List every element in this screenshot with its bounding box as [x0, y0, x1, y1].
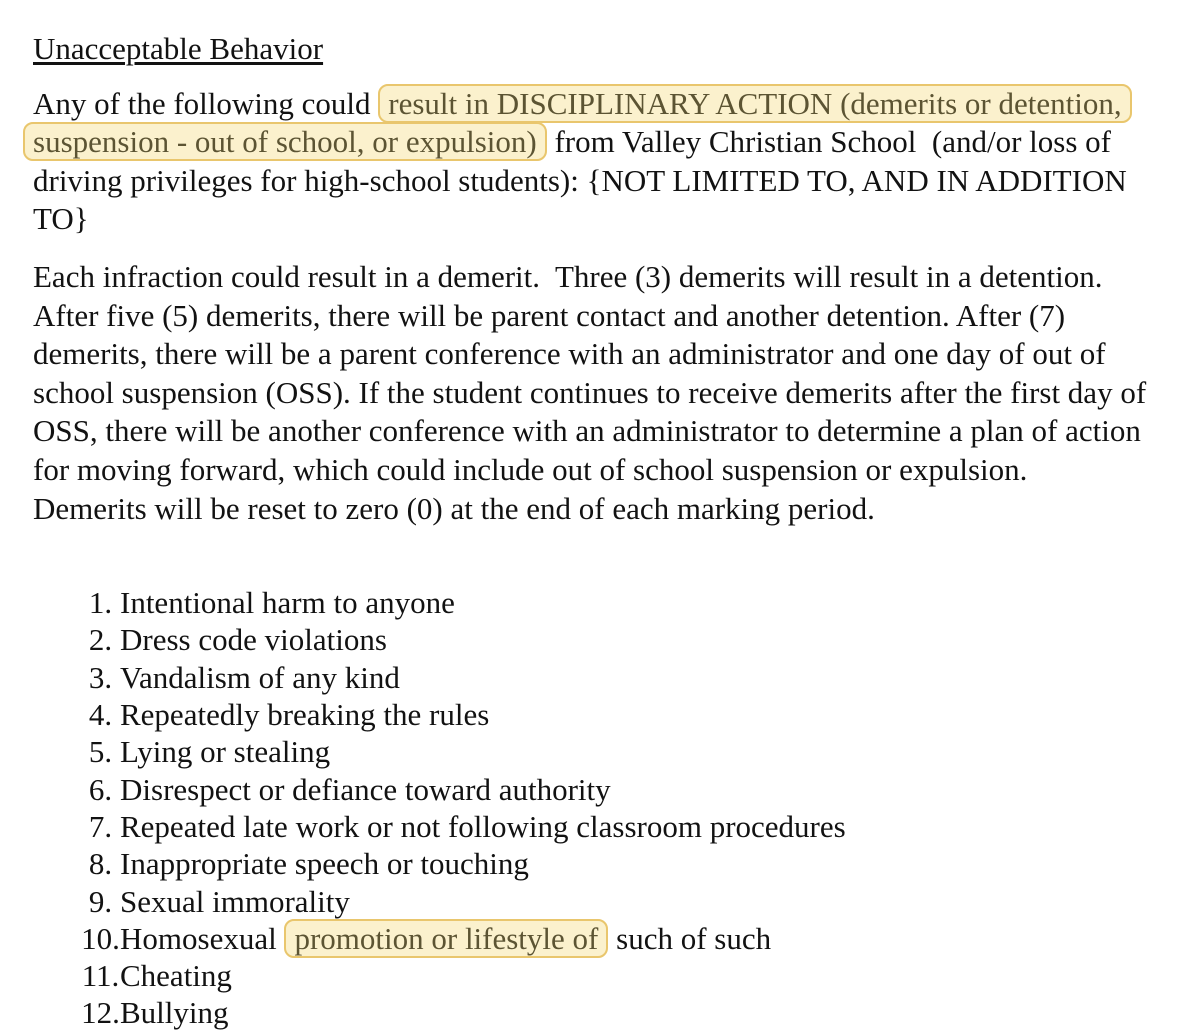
- text-line: [33, 297, 1177, 336]
- list-item: [81, 621, 1177, 658]
- text-line: [33, 258, 1177, 297]
- text-run: Cheating: [120, 958, 232, 994]
- text-run: After five (5) demerits, there will be parent contact and another detention. After (7): [33, 297, 1066, 333]
- text-line: [33, 412, 1177, 451]
- list-number: 11.: [81, 958, 120, 994]
- text-line: [33, 123, 1177, 162]
- text-run: Homosexual: [120, 920, 285, 956]
- list-item-text: [120, 659, 400, 696]
- list-item-text: [120, 584, 455, 621]
- list-item-text: [120, 845, 529, 882]
- text-line: [33, 335, 1177, 374]
- text-run: Demerits will be reset to zero (0) at the end of each marking period.: [33, 490, 875, 526]
- list-number: 1.: [88, 585, 113, 621]
- suggested-edit-highlight: suspension - out of school, or expulsion): [23, 122, 547, 161]
- list-item: [81, 696, 1177, 733]
- intro-paragraph: [33, 85, 1177, 239]
- suggested-edit-highlight: promotion or lifestyle of: [284, 919, 608, 958]
- list-item-text: [120, 994, 229, 1031]
- list-item-text: [120, 621, 387, 658]
- text-run: driving privileges for high-school students): {NOT LIMITED TO, AND IN ADDITION: [33, 162, 1127, 198]
- text-run: TO}: [33, 201, 89, 237]
- list-item: [81, 957, 1177, 994]
- list-number: 2.: [88, 622, 113, 658]
- list-item: [81, 659, 1177, 696]
- list-number: 9.: [88, 883, 113, 919]
- text-line: [33, 200, 1177, 239]
- text-run: such of such: [608, 920, 772, 956]
- list-item: [81, 994, 1177, 1031]
- list-number: 3.: [88, 659, 113, 695]
- list-item: [81, 920, 1177, 957]
- list-number: 6.: [88, 771, 113, 807]
- text-run: Intentional harm to anyone: [120, 585, 455, 621]
- text-line: [33, 374, 1177, 413]
- list-item: [81, 845, 1177, 882]
- text-run: Repeatedly breaking the rules: [120, 697, 490, 733]
- text-run: Vandalism of any kind: [120, 659, 400, 695]
- list-item-text: [120, 808, 846, 845]
- list-item-text: [120, 920, 771, 957]
- text-run: for moving forward, which could include out of school suspension or expulsion.: [33, 451, 1028, 487]
- list-item-text: [120, 957, 232, 994]
- text-run: Each infraction could result in a demerit. Three (3) demerits will result in a detention.: [33, 258, 1103, 294]
- list-item-text: [120, 883, 350, 920]
- text-run: Sexual immorality: [120, 883, 350, 919]
- text-line: [33, 451, 1177, 490]
- text-line: [33, 162, 1177, 201]
- text-run: demerits, there will be a parent conference with an administrator and one day of out of: [33, 336, 1106, 372]
- text-run: Any of the following could: [33, 85, 379, 121]
- text-run: from Valley Christian School (and/or loss of: [546, 124, 1111, 160]
- text-line: [33, 490, 1177, 529]
- list-item: [81, 584, 1177, 621]
- list-item-text: [120, 733, 330, 770]
- text-run: Inappropriate speech or touching: [120, 846, 529, 882]
- list-number: 5.: [88, 734, 113, 770]
- text-run: Bullying: [120, 995, 229, 1031]
- text-line: [33, 85, 1177, 124]
- text-run: OSS, there will be another conference with an administrator to determine a plan of action: [33, 413, 1141, 449]
- list-number: 12.: [81, 995, 120, 1031]
- text-run: Lying or stealing: [120, 734, 331, 770]
- infractions-list: [33, 584, 1177, 1032]
- list-number: 8.: [88, 846, 113, 882]
- text-run: school suspension (OSS). If the student continues to receive demerits after the first day of: [33, 374, 1147, 410]
- list-item: [81, 883, 1177, 920]
- list-number: 4.: [88, 697, 113, 733]
- list-item: [81, 733, 1177, 770]
- demerit-policy-paragraph: [33, 258, 1177, 528]
- list-number: 7.: [88, 808, 113, 844]
- list-item-text: [120, 696, 489, 733]
- list-item: [81, 771, 1177, 808]
- list-item-text: [120, 771, 611, 808]
- text-run: Repeated late work or not following classroom procedures: [120, 808, 846, 844]
- text-run: Dress code violations: [120, 622, 387, 658]
- text-run: Disrespect or defiance toward authority: [120, 771, 611, 807]
- list-item: [81, 808, 1177, 845]
- section-heading: Unacceptable Behavior: [33, 31, 324, 66]
- list-number: 10.: [81, 920, 120, 956]
- suggested-edit-highlight: result in DISCIPLINARY ACTION (demerits or detention,: [378, 84, 1131, 123]
